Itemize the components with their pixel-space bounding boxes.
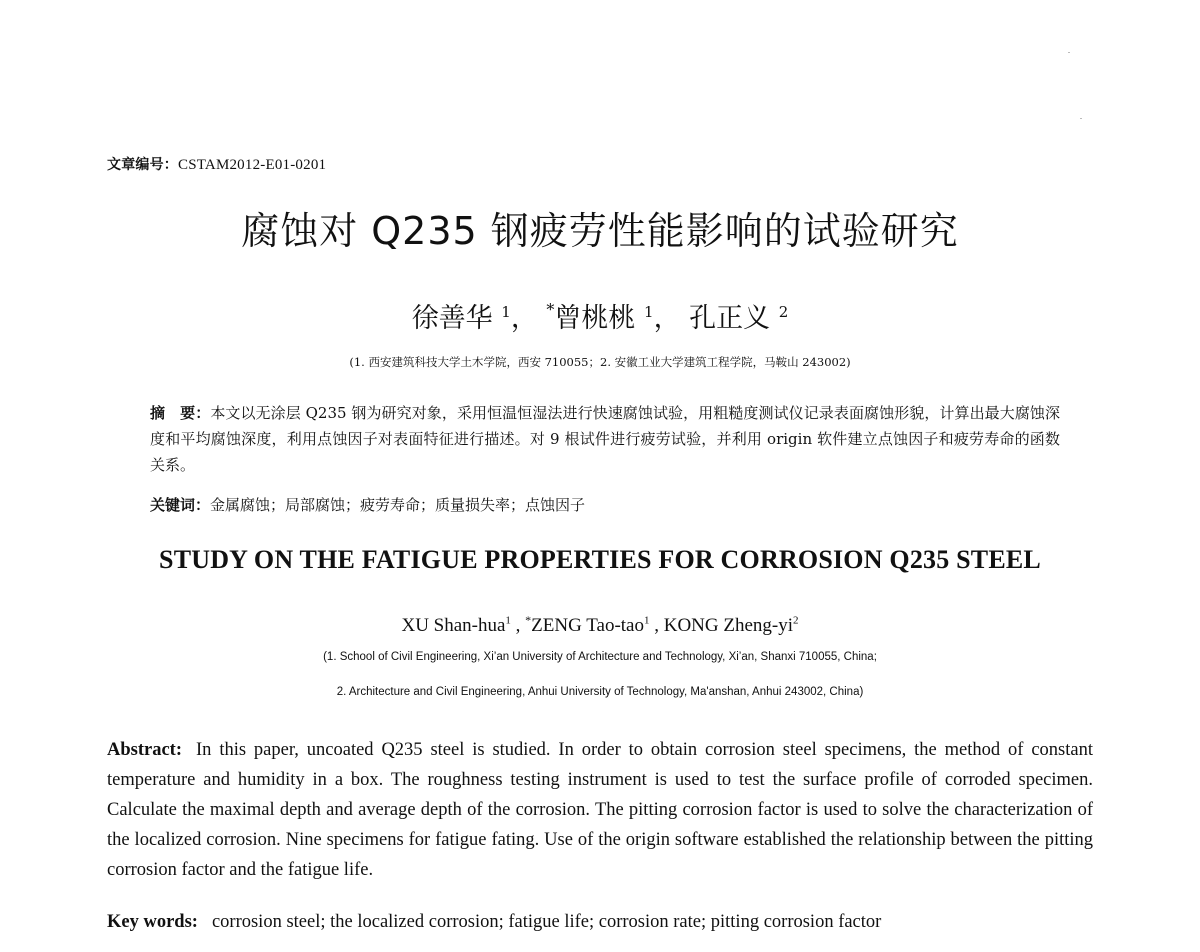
author-separator: , (510, 615, 526, 636)
english-keywords (107, 907, 1093, 937)
scan-speck (1080, 118, 1082, 119)
chinese-title: 腐蚀对 Q235 钢疲劳性能影响的试验研究 (241, 209, 959, 253)
chinese-abstract-text: 本文以无涂层 Q235 钢为研究对象，采用恒温恒湿法进行快速腐蚀试验，用粗糙度测试仪记录表面腐蚀形貌，计算出最大腐蚀深度和平均腐蚀深度，利用点蚀因子对表面特征进行描述。对 9 根试件进行疲劳试验，并利用 origin 软件建立点蚀因子和疲劳寿命的函数关系。 (150, 404, 1060, 474)
english-keywords-label: Key words: (107, 912, 198, 932)
english-abstract (107, 735, 1093, 885)
article-number-value: CSTAM2012-E01-0201 (178, 157, 327, 173)
author-zeng-en-affiliation: 1 (643, 614, 650, 627)
author-kong-cn-affiliation: 2 (778, 303, 789, 321)
author-separator: , (649, 615, 664, 636)
chinese-affiliations: (1. 西安建筑科技大学土木学院，西安 710055；2. 安徽工业大学建筑工程学院，马鞍山 243002) (349, 355, 851, 369)
corresponding-author-mark: * (546, 300, 555, 319)
author-kong-cn: 孔正义 (689, 303, 771, 334)
author-separator: ， (510, 303, 538, 334)
article-number (107, 154, 326, 174)
author-xu-en: XU Shan-hua (401, 615, 506, 636)
chinese-keywords-text: 金属腐蚀；局部腐蚀；疲劳寿命；质量损失率；点蚀因子 (210, 496, 586, 514)
scan-speck (1068, 52, 1070, 53)
english-title: STUDY ON THE FATIGUE PROPERTIES FOR CORROSION Q235 STEEL (159, 545, 1041, 574)
article-number-label: 文章编号： (107, 157, 178, 173)
english-authors (0, 613, 1200, 637)
chinese-keywords-label: 关键词： (150, 496, 211, 514)
corresponding-author-mark: * (525, 613, 532, 627)
english-affiliation-line-2: 2. Architecture and Civil Engineering, Anhui University of Technology, Ma'anshan, Anhui 243002, China) (336, 686, 864, 698)
chinese-abstract-label: 摘 要： (150, 404, 211, 422)
author-xu-en-affiliation: 1 (505, 614, 511, 627)
chinese-keywords (150, 492, 1060, 518)
author-kong-en-affiliation: 2 (793, 614, 799, 627)
english-affiliation-line-1: (1. School of Civil Engineering, Xi’an University of Architecture and Technology, Xi’an, Shanxi 710055, China; (323, 651, 877, 663)
author-xu-cn-affiliation: 1 (501, 303, 511, 321)
chinese-abstract (150, 400, 1060, 478)
author-zeng-cn: 曾桃桃 (554, 303, 636, 334)
author-separator: ， (653, 303, 681, 334)
author-xu-cn: 徐善华 (411, 303, 493, 334)
chinese-authors (0, 296, 1200, 335)
english-abstract-text: In this paper, uncoated Q235 steel is studied. In order to obtain corrosion steel specimens, the method of constant temperature and humidity in a box. The roughness testing instrument is used to test the surface profile of corroded specimen. Calculate the maximal depth and average depth of the corrosion. The pitting corrosion factor is used to solve the characterization of the localized corrosion. Nine specimens for fatigue fating. Use of the origin software established the relationship between the pitting corrosion factor and the fatigue life. (107, 740, 1093, 880)
english-keywords-text: corrosion steel; the localized corrosion; fatigue life; corrosion rate; pitting corrosion factor (211, 912, 882, 932)
english-abstract-label: Abstract: (107, 740, 183, 760)
author-zeng-en: ZENG Tao-tao (531, 615, 644, 636)
author-zeng-cn-affiliation: 1 (644, 303, 654, 321)
author-kong-en: KONG Zheng-yi (663, 615, 794, 636)
